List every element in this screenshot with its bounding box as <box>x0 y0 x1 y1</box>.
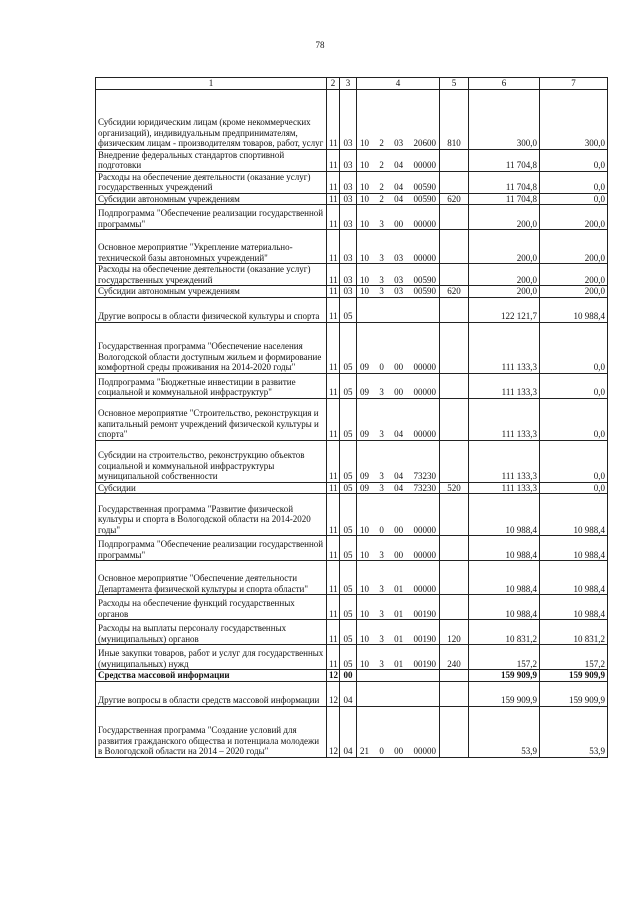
row-name: Подпрограмма "Обеспечение реализации государственной программы" <box>96 205 327 230</box>
amount-col6: 10 988,4 <box>469 536 540 561</box>
code-part: 00 <box>394 524 404 535</box>
code-part: 03 <box>394 274 404 285</box>
expense-type-code: 120 <box>440 620 469 645</box>
code-part: 04 <box>394 182 404 192</box>
target-article-code <box>357 645 440 670</box>
code-part: 00590 <box>413 182 436 192</box>
expense-type-code <box>440 494 469 536</box>
code-part: 3 <box>379 274 384 285</box>
expense-type-code: 240 <box>440 645 469 670</box>
section-code: 11 <box>327 398 340 440</box>
table-row <box>96 440 608 482</box>
amount-col7: 200,0 <box>540 230 608 264</box>
code-part: 00190 <box>413 658 436 669</box>
amount-col6: 53,9 <box>469 706 540 757</box>
amount-col7: 10 988,4 <box>540 561 608 595</box>
row-name: Внедрение федеральных стандартов спортивной подготовки <box>96 149 327 171</box>
header-cell: 3 <box>340 78 357 90</box>
section-code: 12 <box>327 706 340 757</box>
section-code: 11 <box>327 193 340 205</box>
subsection-code: 05 <box>340 373 357 398</box>
code-part: 09 <box>360 482 369 493</box>
code-part: 04 <box>394 482 404 493</box>
code-part: 00000 <box>413 362 436 372</box>
code-part: 10 <box>360 193 369 204</box>
code-part: 04 <box>394 160 404 170</box>
expense-type-code: 520 <box>440 482 469 494</box>
target-article-code <box>357 297 440 322</box>
header-cell: 2 <box>327 78 340 90</box>
code-part: 00590 <box>413 193 436 204</box>
code-part: 00000 <box>413 387 436 397</box>
code-part: 04 <box>394 429 404 439</box>
subsection-code: 05 <box>340 482 357 494</box>
code-part: 73230 <box>413 482 436 493</box>
target-article-code <box>357 595 440 620</box>
code-part: 10 <box>360 274 369 285</box>
table-row <box>96 561 608 595</box>
code-parts <box>359 160 437 171</box>
section-code: 11 <box>327 149 340 171</box>
amount-col7: 0,0 <box>540 322 608 373</box>
amount-col6: 200,0 <box>469 264 540 286</box>
amount-col7: 159 909,9 <box>540 681 608 706</box>
amount-col6: 11 704,8 <box>469 193 540 205</box>
code-part: 00000 <box>413 583 436 594</box>
code-part: 01 <box>394 658 404 669</box>
target-article-code <box>357 561 440 595</box>
amount-col7: 10 988,4 <box>540 536 608 561</box>
code-part: 2 <box>379 182 384 192</box>
code-part: 00190 <box>413 633 436 644</box>
table-row <box>96 494 608 536</box>
amount-col6: 111 133,3 <box>469 373 540 398</box>
row-name: Другие вопросы в области физической культуры и спорта <box>96 297 327 322</box>
code-part: 10 <box>360 608 369 619</box>
subsection-code: 03 <box>340 149 357 171</box>
expense-type-code <box>440 681 469 706</box>
code-part: 00000 <box>413 746 436 756</box>
subsection-code: 00 <box>340 670 357 682</box>
code-part: 3 <box>379 608 384 619</box>
amount-col7: 200,0 <box>540 286 608 298</box>
expense-type-code <box>440 440 469 482</box>
code-part: 3 <box>379 583 384 594</box>
row-name: Иные закупки товаров, работ и услуг для государственных (муниципальных) нужд <box>96 645 327 670</box>
table-row <box>96 706 608 757</box>
expense-type-code <box>440 171 469 193</box>
expense-type-code: 620 <box>440 193 469 205</box>
section-code: 11 <box>327 322 340 373</box>
subsection-code: 04 <box>340 706 357 757</box>
row-name: Субсидии юридическим лицам (кроме некоммерческих организаций), индивидуальным предпринимателям, физическим лицам - производителям товаров, работ, услуг <box>96 89 327 149</box>
table-row <box>96 482 608 494</box>
table-row <box>96 373 608 398</box>
code-part: 3 <box>379 218 384 229</box>
section-code: 11 <box>327 645 340 670</box>
subsection-code: 03 <box>340 286 357 298</box>
code-part: 03 <box>394 252 404 263</box>
code-part: 20600 <box>413 138 436 148</box>
table-row <box>96 536 608 561</box>
section-code: 11 <box>327 494 340 536</box>
amount-col7: 10 831,2 <box>540 620 608 645</box>
code-part: 01 <box>394 633 404 644</box>
code-part: 00590 <box>413 286 436 296</box>
amount-col7: 0,0 <box>540 193 608 205</box>
expense-type-code <box>440 536 469 561</box>
amount-col6: 111 133,3 <box>469 482 540 494</box>
code-part: 10 <box>360 182 369 192</box>
code-part: 00 <box>394 387 404 397</box>
section-code: 12 <box>327 670 340 682</box>
code-parts <box>359 286 437 297</box>
target-article-code <box>357 230 440 264</box>
code-part: 3 <box>379 387 384 397</box>
subsection-code: 05 <box>340 536 357 561</box>
row-name: Основное мероприятие "Укрепление материально-технической базы автономных учреждений" <box>96 230 327 264</box>
row-name: Расходы на обеспечение функций государственных органов <box>96 595 327 620</box>
target-article-code <box>357 149 440 171</box>
subsection-code: 05 <box>340 620 357 645</box>
amount-col6: 200,0 <box>469 230 540 264</box>
row-name: Расходы на обеспечение деятельности (оказание услуг) государственных учреждений <box>96 264 327 286</box>
amount-col7: 159 909,9 <box>540 670 608 682</box>
header-cell: 7 <box>540 78 608 90</box>
code-part: 10 <box>360 252 369 263</box>
budget-table <box>95 77 608 758</box>
expense-type-code <box>440 322 469 373</box>
expense-type-code <box>440 230 469 264</box>
section-code: 11 <box>327 89 340 149</box>
subsection-code: 03 <box>340 193 357 205</box>
code-part: 10 <box>360 524 369 535</box>
subsection-code: 05 <box>340 322 357 373</box>
code-part: 3 <box>379 482 384 493</box>
header-row <box>96 78 608 90</box>
amount-col7: 10 988,4 <box>540 297 608 322</box>
target-article-code <box>357 193 440 205</box>
subsection-code: 05 <box>340 440 357 482</box>
amount-col6: 10 988,4 <box>469 561 540 595</box>
code-part: 00 <box>394 746 404 756</box>
section-code: 11 <box>327 205 340 230</box>
subsection-code: 05 <box>340 297 357 322</box>
code-part: 00000 <box>413 218 436 229</box>
code-part: 3 <box>379 658 384 669</box>
subsection-code: 05 <box>340 595 357 620</box>
target-article-code <box>357 264 440 286</box>
amount-col6: 111 133,3 <box>469 398 540 440</box>
section-code: 11 <box>327 230 340 264</box>
amount-col7: 0,0 <box>540 482 608 494</box>
table-row <box>96 89 608 149</box>
row-name: Подпрограмма "Обеспечение реализации государственной программы" <box>96 536 327 561</box>
code-part: 10 <box>360 138 369 148</box>
target-article-code <box>357 286 440 298</box>
header-cell: 4 <box>357 78 440 90</box>
code-part: 0 <box>379 746 384 756</box>
code-part: 09 <box>360 471 369 481</box>
amount-col7: 0,0 <box>540 149 608 171</box>
expense-type-code <box>440 595 469 620</box>
section-code: 11 <box>327 264 340 286</box>
row-name: Подпрограмма "Бюджетные инвестиции в развитие социальной и коммунальной инфраструктур" <box>96 373 327 398</box>
section-code: 11 <box>327 620 340 645</box>
subsection-code: 03 <box>340 89 357 149</box>
code-part: 3 <box>379 286 384 296</box>
section-code: 11 <box>327 482 340 494</box>
code-part: 10 <box>360 218 369 229</box>
expense-type-code <box>440 373 469 398</box>
table-row <box>96 620 608 645</box>
code-parts <box>359 362 437 373</box>
expense-type-code <box>440 670 469 682</box>
code-part: 00 <box>394 218 404 229</box>
table-row <box>96 149 608 171</box>
section-code: 11 <box>327 373 340 398</box>
target-article-code <box>357 670 440 682</box>
amount-col7: 0,0 <box>540 398 608 440</box>
row-name: Государственная программа "Обеспечение населения Вологодской области доступным жильем и формирование комфортной среды проживания на 2014-2020 годы" <box>96 322 327 373</box>
code-part: 00590 <box>413 274 436 285</box>
expense-type-code <box>440 264 469 286</box>
code-parts <box>359 483 437 494</box>
table-row <box>96 670 608 682</box>
expense-type-code: 620 <box>440 286 469 298</box>
code-part: 01 <box>394 583 404 594</box>
code-part: 2 <box>379 138 384 148</box>
code-parts <box>359 584 437 595</box>
code-part: 09 <box>360 362 369 372</box>
target-article-code <box>357 681 440 706</box>
code-part: 10 <box>360 286 369 296</box>
amount-col7: 0,0 <box>540 440 608 482</box>
amount-col6: 122 121,7 <box>469 297 540 322</box>
subsection-code: 03 <box>340 264 357 286</box>
row-name: Субсидии автономным учреждениям <box>96 286 327 298</box>
code-part: 0 <box>379 524 384 535</box>
row-name: Субсидии автономным учреждениям <box>96 193 327 205</box>
expense-type-code <box>440 149 469 171</box>
amount-col6: 157,2 <box>469 645 540 670</box>
subsection-code: 05 <box>340 645 357 670</box>
header-cell: 5 <box>440 78 469 90</box>
target-article-code <box>357 373 440 398</box>
amount-col7: 0,0 <box>540 373 608 398</box>
amount-col7: 10 988,4 <box>540 595 608 620</box>
code-part: 00000 <box>413 252 436 263</box>
table-row <box>96 264 608 286</box>
code-part: 3 <box>379 252 384 263</box>
code-part: 00000 <box>413 429 436 439</box>
amount-col7: 0,0 <box>540 171 608 193</box>
expense-type-code <box>440 561 469 595</box>
code-part: 3 <box>379 471 384 481</box>
code-part: 04 <box>394 193 404 204</box>
row-name: Субсидии <box>96 482 327 494</box>
code-part: 03 <box>394 138 404 148</box>
amount-col6: 300,0 <box>469 89 540 149</box>
code-part: 00 <box>394 549 404 560</box>
code-parts <box>359 746 437 757</box>
code-part: 00190 <box>413 608 436 619</box>
code-parts <box>359 275 437 286</box>
table-body <box>96 89 608 757</box>
code-part: 2 <box>379 193 384 204</box>
code-parts <box>359 387 437 398</box>
target-article-code <box>357 536 440 561</box>
section-code: 11 <box>327 536 340 561</box>
section-code: 11 <box>327 440 340 482</box>
table-row <box>96 681 608 706</box>
row-name: Государственная программа "Создание условий для развития гражданского общества и потенциала молодежи в Вологодской области на 2014 – 2020 годы" <box>96 706 327 757</box>
amount-col7: 157,2 <box>540 645 608 670</box>
amount-col6: 11 704,8 <box>469 171 540 193</box>
table-row <box>96 398 608 440</box>
code-part: 10 <box>360 658 369 669</box>
table-row <box>96 297 608 322</box>
section-code: 12 <box>327 681 340 706</box>
code-part: 09 <box>360 387 369 397</box>
row-name: Другие вопросы в области средств массовой информации <box>96 681 327 706</box>
code-parts <box>359 550 437 561</box>
amount-col6: 11 704,8 <box>469 149 540 171</box>
amount-col6: 10 831,2 <box>469 620 540 645</box>
code-parts <box>359 471 437 482</box>
amount-col6: 111 133,3 <box>469 322 540 373</box>
subsection-code: 05 <box>340 561 357 595</box>
amount-col7: 200,0 <box>540 205 608 230</box>
row-name: Средства массовой информации <box>96 670 327 682</box>
row-name: Государственная программа "Развитие физической культуры и спорта в Вологодской области на 2014-2020 годы" <box>96 494 327 536</box>
code-parts <box>359 253 437 264</box>
code-part: 10 <box>360 633 369 644</box>
table-row <box>96 171 608 193</box>
target-article-code <box>357 89 440 149</box>
code-part: 00000 <box>413 524 436 535</box>
code-part: 03 <box>394 286 404 296</box>
section-code: 11 <box>327 286 340 298</box>
subsection-code: 03 <box>340 205 357 230</box>
subsection-code: 03 <box>340 171 357 193</box>
table-row <box>96 193 608 205</box>
expense-type-code: 810 <box>440 89 469 149</box>
code-part: 00 <box>394 362 404 372</box>
table-row <box>96 286 608 298</box>
code-part: 21 <box>360 746 369 756</box>
target-article-code <box>357 482 440 494</box>
code-part: 10 <box>360 549 369 560</box>
amount-col6: 10 988,4 <box>469 595 540 620</box>
table-row <box>96 230 608 264</box>
amount-col7: 300,0 <box>540 89 608 149</box>
code-part: 00000 <box>413 549 436 560</box>
section-code: 11 <box>327 297 340 322</box>
header-cell: 6 <box>469 78 540 90</box>
expense-type-code <box>440 706 469 757</box>
code-parts <box>359 194 437 205</box>
code-parts <box>359 525 437 536</box>
code-part: 3 <box>379 429 384 439</box>
expense-type-code <box>440 297 469 322</box>
target-article-code <box>357 620 440 645</box>
code-part: 3 <box>379 549 384 560</box>
subsection-code: 05 <box>340 494 357 536</box>
row-name: Расходы на обеспечение деятельности (оказание услуг) государственных учреждений <box>96 171 327 193</box>
subsection-code: 03 <box>340 230 357 264</box>
code-part: 09 <box>360 429 369 439</box>
target-article-code <box>357 706 440 757</box>
row-name: Субсидии на строительство, реконструкцию объектов социальной и коммунальной инфраструктуры муниципальной собственности <box>96 440 327 482</box>
code-part: 2 <box>379 160 384 170</box>
amount-col6: 10 988,4 <box>469 494 540 536</box>
row-name: Основное мероприятие "Строительство, реконструкция и капитальный ремонт учреждений физической культуры и спорта" <box>96 398 327 440</box>
code-parts <box>359 634 437 645</box>
code-part: 01 <box>394 608 404 619</box>
code-part: 00000 <box>413 160 436 170</box>
row-name: Расходы на выплаты персоналу государственных (муниципальных) органов <box>96 620 327 645</box>
code-parts <box>359 659 437 670</box>
subsection-code: 05 <box>340 398 357 440</box>
table-row <box>96 322 608 373</box>
expense-type-code <box>440 398 469 440</box>
section-code: 11 <box>327 171 340 193</box>
page-number: 78 <box>315 40 325 50</box>
code-parts <box>359 219 437 230</box>
target-article-code <box>357 205 440 230</box>
code-part: 04 <box>394 471 404 481</box>
code-part: 73230 <box>413 471 436 481</box>
amount-col6: 159 909,9 <box>469 681 540 706</box>
table-row <box>96 595 608 620</box>
code-parts <box>359 182 437 193</box>
amount-col6: 200,0 <box>469 286 540 298</box>
code-parts <box>359 429 437 440</box>
section-code: 11 <box>327 595 340 620</box>
target-article-code <box>357 398 440 440</box>
table-row <box>96 205 608 230</box>
subsection-code: 04 <box>340 681 357 706</box>
code-part: 0 <box>379 362 384 372</box>
amount-col7: 200,0 <box>540 264 608 286</box>
target-article-code <box>357 322 440 373</box>
amount-col6: 111 133,3 <box>469 440 540 482</box>
header-cell: 1 <box>96 78 327 90</box>
code-part: 10 <box>360 583 369 594</box>
row-name: Основное мероприятие "Обеспечение деятельности Департамента физической культуры и спорта области" <box>96 561 327 595</box>
section-code: 11 <box>327 561 340 595</box>
target-article-code <box>357 440 440 482</box>
amount-col7: 10 988,4 <box>540 494 608 536</box>
target-article-code <box>357 494 440 536</box>
amount-col6: 159 909,9 <box>469 670 540 682</box>
amount-col7: 53,9 <box>540 706 608 757</box>
code-part: 10 <box>360 160 369 170</box>
amount-col6: 200,0 <box>469 205 540 230</box>
expense-type-code <box>440 205 469 230</box>
code-part: 3 <box>379 633 384 644</box>
code-parts <box>359 609 437 620</box>
code-parts <box>359 138 437 149</box>
table-row <box>96 645 608 670</box>
target-article-code <box>357 171 440 193</box>
